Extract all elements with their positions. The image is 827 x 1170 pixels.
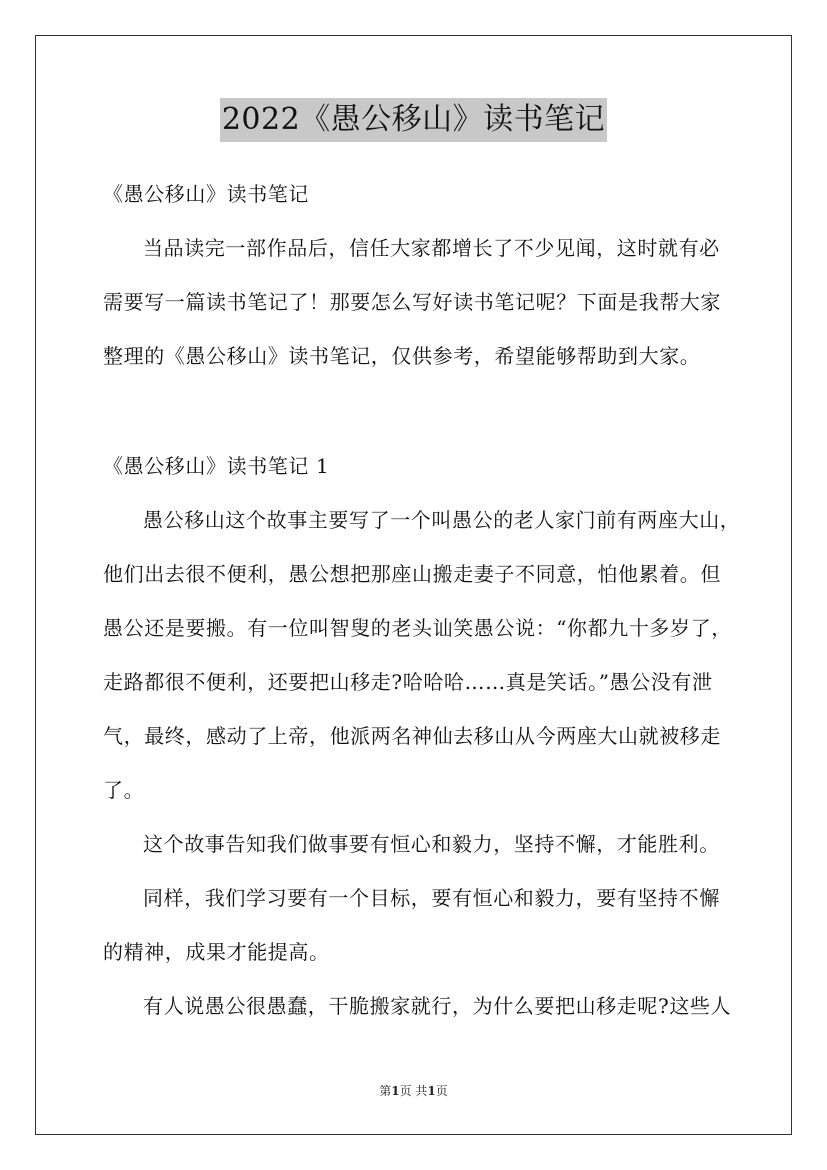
title-container	[0, 98, 827, 142]
footer-page-total: 1	[427, 1084, 436, 1098]
body-line-5: 气，最终，感动了上帝，他派两名神仙去移山从今两座大山就被移走	[103, 724, 721, 748]
body-line-6: 了。	[103, 778, 145, 802]
body-line-1: 愚公移山这个故事主要写了一个叫愚公的老人家门前有两座大山，	[143, 508, 741, 532]
page-footer	[0, 1083, 827, 1099]
footer-page-current: 1	[391, 1084, 400, 1098]
intro-line-3: 整理的《愚公移山》读书笔记，仅供参考，希望能够帮助到大家。	[103, 344, 701, 368]
body-line-3: 愚公还是要搬。有一位叫智叟的老头讪笑愚公说：“你都九十多岁了，	[103, 616, 732, 640]
intro-line-1: 当品读完一部作品后，信任大家都增长了不少见闻，这时就有必	[143, 236, 720, 260]
body-line-8: 同样，我们学习要有一个目标，要有恒心和毅力，要有坚持不懈	[143, 886, 720, 910]
footer-prefix: 第	[379, 1084, 392, 1098]
subtitle: 《愚公移山》读书笔记	[103, 182, 309, 206]
body-line-2: 他们出去很不便利，愚公想把那座山搬走妻子不同意，怕他累着。但	[103, 562, 721, 586]
body-line-9: 的精神，成果才能提高。	[103, 940, 330, 964]
section-heading: 《愚公移山》读书笔记 1	[103, 454, 330, 478]
document-title: 2022《愚公移山》读书笔记	[220, 98, 607, 142]
footer-mid: 页 共	[399, 1084, 428, 1098]
body-line-10: 有人说愚公很愚蠢，干脆搬家就行，为什么要把山移走呢?这些人	[143, 994, 732, 1018]
footer-suffix: 页	[435, 1084, 448, 1098]
body-line-4: 走路都很不便利，还要把山移走?哈哈哈……真是笑话。”愚公没有泄	[103, 670, 713, 694]
body-line-7: 这个故事告知我们做事要有恒心和毅力，坚持不懈，才能胜利。	[143, 832, 720, 856]
intro-line-2: 需要写一篇读书笔记了！那要怎么写好读书笔记呢？下面是我帮大家	[103, 290, 721, 314]
